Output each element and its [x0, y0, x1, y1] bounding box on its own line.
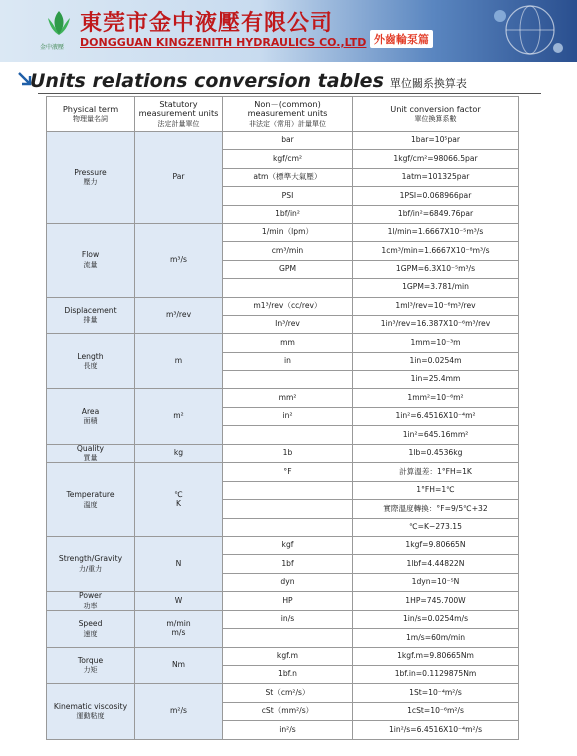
term-cn: 壓力	[83, 178, 98, 187]
physical-term-cell	[47, 610, 135, 647]
non-statutory-unit-cell: In³/rev	[223, 315, 353, 333]
physical-term-cell	[47, 463, 135, 537]
physical-term-cell	[47, 389, 135, 444]
table-row	[47, 536, 519, 554]
table-row	[47, 132, 519, 150]
conversion-factor-cell: 1lb=0.4536kg	[353, 444, 519, 463]
non-statutory-unit-cell: HP	[223, 592, 353, 611]
non-statutory-unit-cell: mm²	[223, 389, 353, 407]
physical-term-cell	[47, 684, 135, 739]
non-statutory-unit-cell: kgf	[223, 536, 353, 554]
conversion-factor-cell: 1in³/rev=16.387X10⁻⁶m³/rev	[353, 315, 519, 333]
term-en: Area	[81, 406, 100, 416]
header-physical-term: Physical term 物理量名詞	[47, 97, 135, 132]
header-statutory: Statutory measurement units 法定計量單位	[135, 97, 223, 132]
term-en: Strength/Gravity	[58, 554, 123, 564]
conversion-factor-cell: 1GPM=3.781/min	[353, 279, 519, 297]
conversion-factor-cell: 1PSI=0.068966par	[353, 187, 519, 205]
term-cn: 運動粘度	[76, 712, 105, 721]
term-cn: 力矩	[83, 666, 98, 675]
physical-term-cell	[47, 132, 135, 224]
table-row	[47, 610, 519, 628]
conversion-factor-cell: 1cm³/min=1.6667X10⁻⁸m³/s	[353, 242, 519, 260]
table-row	[47, 592, 519, 611]
conversion-factor-cell: 1lbf=4.44822N	[353, 555, 519, 573]
conversion-factor-cell: 實際溫度轉換：°F=9/5℃+32	[353, 500, 519, 518]
conversion-factor-cell: 1kgf.m=9.80665Nm	[353, 647, 519, 665]
non-statutory-unit-cell: St（cm²/s）	[223, 684, 353, 702]
conversion-factor-cell: 1°FH=1℃	[353, 481, 519, 499]
non-statutory-unit-cell: °F	[223, 463, 353, 481]
term-cn: 流量	[83, 261, 98, 270]
conversion-factor-cell: 1atm=101325par	[353, 168, 519, 186]
non-statutory-unit-cell: GPM	[223, 260, 353, 278]
table-row	[47, 389, 519, 407]
physical-term-cell	[47, 536, 135, 591]
globe-decoration-icon	[470, 2, 570, 60]
term-en: Length	[77, 351, 104, 361]
non-statutory-unit-cell	[223, 481, 353, 499]
physical-term-cell	[47, 297, 135, 334]
conversion-factor-cell: ℃=K−273.15	[353, 518, 519, 536]
statutory-unit-cell: W	[135, 592, 223, 611]
non-statutory-unit-cell	[223, 279, 353, 297]
term-en: Speed	[78, 618, 103, 628]
term-cn: 功率	[83, 601, 98, 610]
non-statutory-unit-cell	[223, 518, 353, 536]
non-statutory-unit-cell: kgf.m	[223, 647, 353, 665]
table-row	[47, 463, 519, 481]
statutory-unit-cell: m²	[135, 389, 223, 444]
term-en: Displacement	[64, 305, 117, 315]
non-statutory-unit-cell	[223, 371, 353, 389]
statutory-unit-cell: m/min m/s	[135, 610, 223, 647]
table-row	[47, 647, 519, 665]
conversion-factor-cell: 1kgf/cm²=98066.5par	[353, 150, 519, 168]
table-row	[47, 334, 519, 352]
conversion-factor-cell: 1bar=10⁵par	[353, 132, 519, 150]
statutory-unit-cell: ℃ K	[135, 463, 223, 537]
statutory-unit-cell: m³/rev	[135, 297, 223, 334]
non-statutory-unit-cell	[223, 426, 353, 444]
term-en: Temperature	[66, 489, 115, 499]
non-statutory-unit-cell: cSt（mm²/s）	[223, 702, 353, 720]
conversion-factor-cell: 1in²/s=6.4516X10⁻⁴m²/s	[353, 721, 519, 739]
table-row	[47, 684, 519, 702]
table-row	[47, 223, 519, 241]
conversion-factor-cell: 1bf/in²=6849.76par	[353, 205, 519, 223]
term-cn: 質量	[83, 454, 98, 463]
header-non-statutory: Non－(common) measurement units 非法定（常用）計量單位	[223, 97, 353, 132]
term-cn: 面積	[83, 417, 98, 426]
title-divider	[38, 93, 541, 94]
conversion-factor-cell: 1mm=10⁻³m	[353, 334, 519, 352]
conversion-factor-cell: 計算溫差：1°FH=1K	[353, 463, 519, 481]
non-statutory-unit-cell: in²/s	[223, 721, 353, 739]
title-en: Units relations conversion tables	[30, 70, 384, 92]
company-logo-icon	[44, 8, 74, 38]
statutory-unit-cell: Par	[135, 132, 223, 224]
term-cn: 長度	[83, 362, 98, 371]
term-cn: 速度	[83, 629, 98, 638]
non-statutory-unit-cell: PSI	[223, 187, 353, 205]
conversion-factor-cell: 1in²=645.16mm²	[353, 426, 519, 444]
non-statutory-unit-cell: 1b	[223, 444, 353, 463]
conversion-factor-cell: 1ml³/rev=10⁻⁶m³/rev	[353, 297, 519, 315]
non-statutory-unit-cell: cm³/min	[223, 242, 353, 260]
conversion-factor-cell: 1mm²=10⁻⁶m²	[353, 389, 519, 407]
statutory-unit-cell: N	[135, 536, 223, 591]
conversion-factor-cell: 1kgf=9.80665N	[353, 536, 519, 554]
conversion-factor-cell: 1m/s=60m/min	[353, 629, 519, 647]
conversion-factor-cell: 1dyn=10⁻⁵N	[353, 573, 519, 591]
physical-term-cell	[47, 592, 135, 611]
statutory-unit-cell: m	[135, 334, 223, 389]
non-statutory-unit-cell: bar	[223, 132, 353, 150]
non-statutory-unit-cell: 1bf.n	[223, 666, 353, 684]
term-cn: 溫度	[83, 500, 98, 509]
conversion-factor-cell: 1in/s=0.0254m/s	[353, 610, 519, 628]
title-cn: 單位關系換算表	[389, 77, 467, 90]
non-statutory-unit-cell: m1³/rev（cc/rev）	[223, 297, 353, 315]
non-statutory-unit-cell	[223, 629, 353, 647]
logo-caption: 金中液壓	[40, 44, 65, 51]
conversion-factor-cell: 1St=10⁻⁴m²/s	[353, 684, 519, 702]
physical-term-cell	[47, 647, 135, 684]
term-en: Kinematic viscosity	[53, 701, 128, 711]
conversion-factor-cell: 1cSt=10⁻⁶m²/s	[353, 702, 519, 720]
page-header	[0, 0, 577, 62]
header-factor: Unit conversion factor 單位換算系數	[353, 97, 519, 132]
non-statutory-unit-cell: dyn	[223, 573, 353, 591]
conversion-factor-cell: 1bf.in=0.1129875Nm	[353, 666, 519, 684]
statutory-unit-cell: m³/s	[135, 223, 223, 297]
term-en: Power	[79, 591, 102, 601]
non-statutory-unit-cell: atm（標準大氣壓）	[223, 168, 353, 186]
statutory-unit-cell: kg	[135, 444, 223, 463]
term-cn: 排量	[83, 316, 98, 325]
statutory-unit-cell: Nm	[135, 647, 223, 684]
non-statutory-unit-cell: mm	[223, 334, 353, 352]
non-statutory-unit-cell: 1bf/in²	[223, 205, 353, 223]
term-en: Torque	[77, 655, 104, 665]
physical-term-cell	[47, 444, 135, 463]
physical-term-cell	[47, 223, 135, 297]
statutory-unit-cell: m²/s	[135, 684, 223, 739]
conversion-factor-cell: 1in²=6.4516X10⁻⁴m²	[353, 407, 519, 425]
company-name-cn: 東莞市金中液壓有限公司	[80, 11, 334, 36]
conversion-factor-cell: 1in=0.0254m	[353, 352, 519, 370]
non-statutory-unit-cell: 1/min（lpm）	[223, 223, 353, 241]
non-statutory-unit-cell	[223, 500, 353, 518]
section-slogan: 外齒輪泵篇	[370, 30, 433, 48]
conversion-factor-cell: 1in=25.4mm	[353, 371, 519, 389]
term-cn: 力/重力	[78, 564, 103, 573]
physical-term-cell	[47, 334, 135, 389]
non-statutory-unit-cell: 1bf	[223, 555, 353, 573]
document-title	[30, 70, 467, 92]
term-en: Pressure	[74, 167, 107, 177]
non-statutory-unit-cell: in	[223, 352, 353, 370]
non-statutory-unit-cell: kgf/cm²	[223, 150, 353, 168]
conversion-table	[46, 96, 519, 740]
table-row	[47, 297, 519, 315]
conversion-factor-cell: 1l/min=1.6667X10⁻⁵m³/s	[353, 223, 519, 241]
term-en: Flow	[81, 250, 100, 260]
non-statutory-unit-cell: in²	[223, 407, 353, 425]
company-name-en: DONGGUAN KINGZENITH HYDRAULICS CO.,LTD	[80, 36, 367, 49]
table-row	[47, 444, 519, 463]
conversion-factor-cell: 1GPM=6.3X10⁻⁵m³/s	[353, 260, 519, 278]
header-row	[47, 97, 519, 132]
term-en: Quality	[76, 443, 105, 453]
conversion-factor-cell: 1HP=745.700W	[353, 592, 519, 611]
non-statutory-unit-cell: in/s	[223, 610, 353, 628]
